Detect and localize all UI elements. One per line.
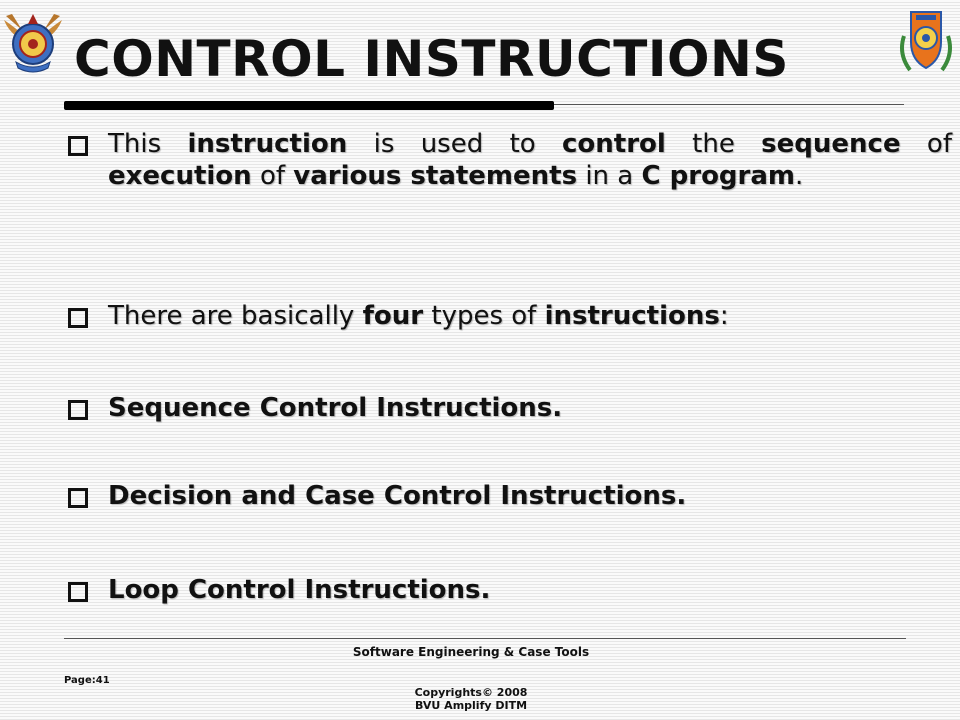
square-bullet-icon xyxy=(68,136,88,156)
bullet-text xyxy=(108,129,952,191)
text-segment: is used to xyxy=(347,129,563,159)
copyright-line: Copyrights© 2008 xyxy=(414,686,528,699)
bullet-item xyxy=(62,574,952,606)
square-bullet-icon xyxy=(68,400,88,420)
square-bullet-icon xyxy=(68,308,88,328)
page-number: Page:41 xyxy=(64,675,110,686)
bullet-item xyxy=(62,480,952,512)
text-segment: This xyxy=(108,129,188,159)
text-segment-bold: execution xyxy=(108,161,252,191)
text-segment: of xyxy=(251,161,294,191)
text-segment-bold: instruction xyxy=(187,129,348,159)
square-bullet-icon xyxy=(68,582,88,602)
text-segment-bold: various statements xyxy=(293,161,578,191)
text-segment-bold: four xyxy=(362,301,424,331)
text-segment-bold: control xyxy=(562,129,666,159)
bullet-text xyxy=(108,301,729,331)
text-segment: of xyxy=(900,129,952,159)
institute-crest-icon xyxy=(896,6,956,76)
text-segment: types of xyxy=(423,301,545,331)
text-segment-bold: sequence xyxy=(761,129,901,159)
bullet-item xyxy=(62,300,952,332)
footer-copyright xyxy=(0,686,942,712)
copyright-owner: BVU Amplify DITM xyxy=(414,699,528,712)
university-emblem-icon xyxy=(2,6,64,76)
bullet-text: Decision and Case Control Instructions. xyxy=(108,481,687,511)
text-segment-bold: C program xyxy=(641,161,795,191)
text-segment: . xyxy=(795,161,804,191)
footer-divider xyxy=(64,638,906,639)
text-segment-bold: instructions xyxy=(544,301,720,331)
text-segment: in a xyxy=(577,161,642,191)
footer-course-title: Software Engineering & Case Tools xyxy=(352,645,590,659)
bullet-item xyxy=(62,128,952,192)
bullet-item xyxy=(62,392,952,424)
title-underline-thin xyxy=(554,104,904,105)
text-segment: the xyxy=(665,129,762,159)
slide-title: CONTROL INSTRUCTIONS xyxy=(74,30,789,88)
text-segment: There are basically xyxy=(108,301,363,331)
text-segment: : xyxy=(719,301,729,331)
bullet-text: Loop Control Instructions. xyxy=(108,575,491,605)
bullet-text: Sequence Control Instructions. xyxy=(108,393,563,423)
square-bullet-icon xyxy=(68,488,88,508)
title-underline-thick xyxy=(64,101,554,110)
